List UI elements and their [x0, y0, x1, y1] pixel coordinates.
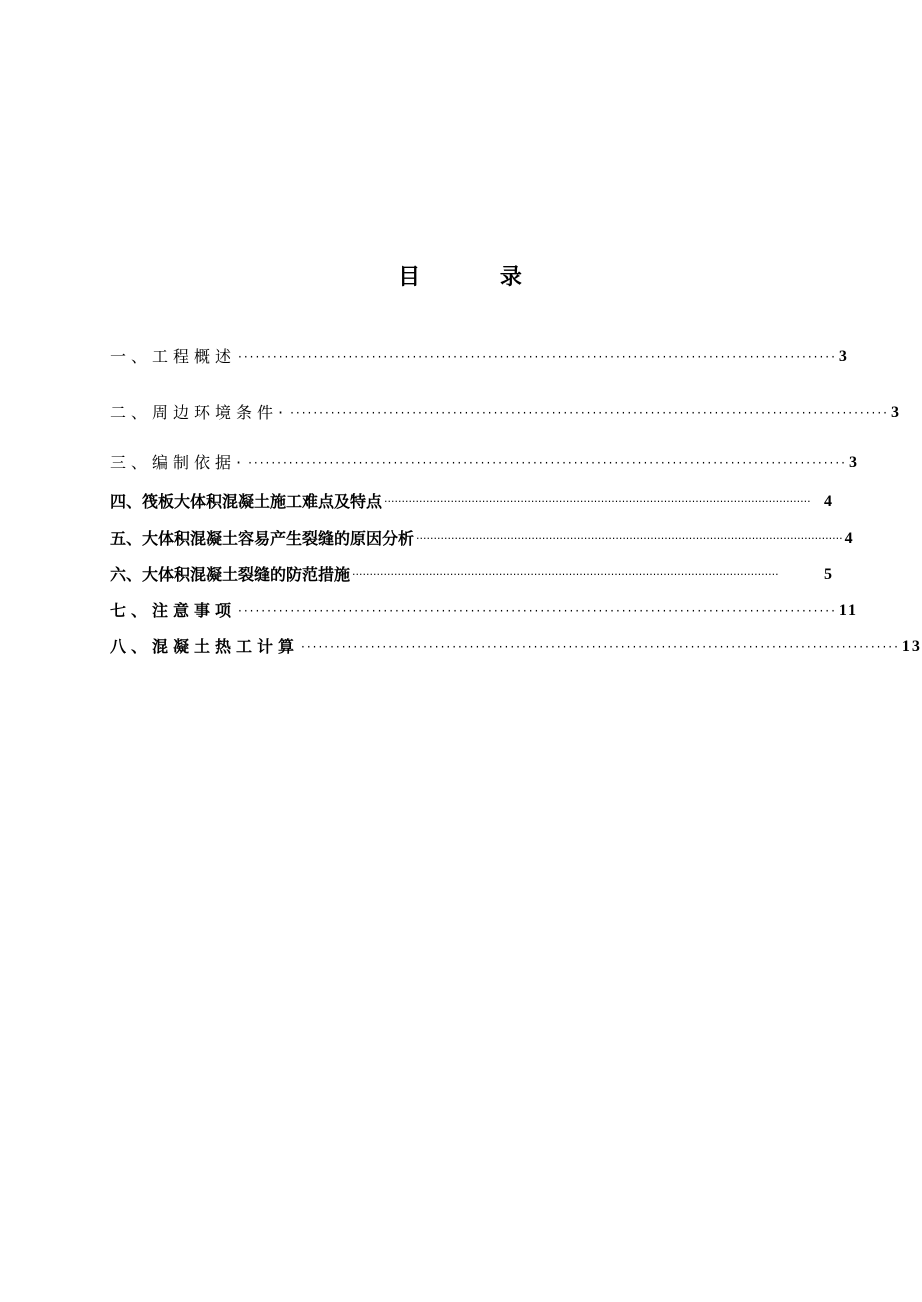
toc-leader-dots: ·························································································································· — [352, 568, 779, 581]
toc-entry-label: 五、大体积混凝土容易产生裂缝的原因分析 — [110, 529, 415, 548]
toc-entry-page: 4 — [824, 493, 834, 510]
toc-entry-label: 一、工程概述 — [110, 347, 237, 366]
toc-leader-dots: ······································································································· — [301, 640, 900, 654]
toc-entry[interactable] — [110, 400, 901, 424]
toc-leader-dots: ······································································································· — [238, 350, 837, 364]
toc-entry-page: 3 — [838, 348, 849, 365]
toc-leader-dots: ······································································································· — [248, 456, 847, 470]
toc-entry[interactable] — [110, 634, 922, 658]
toc-entry-page: 5 — [824, 566, 834, 583]
toc-entry-label: 六、大体积混凝土裂缝的防范措施 — [110, 565, 351, 584]
toc-entry-label: 三、编制依据· — [110, 453, 247, 472]
toc-entry-page: 4 — [844, 530, 855, 547]
toc-entry[interactable] — [110, 450, 859, 474]
toc-leader-dots: ·························································································································· — [384, 495, 811, 508]
toc-leader-dots: ·························································································································· — [416, 532, 843, 545]
toc-entry[interactable] — [110, 598, 859, 622]
toc-entry[interactable] — [110, 562, 834, 586]
toc-entry-label: 七、注意事项 — [110, 601, 237, 620]
toc-title: 目 录 — [398, 265, 558, 290]
toc-entry-label: 二、周边环境条件· — [110, 403, 289, 422]
toc-entry-page: 3 — [890, 404, 901, 421]
toc-entry-label: 八、混凝土热工计算 — [110, 637, 300, 656]
toc-entry-page: 13 — [901, 638, 922, 655]
toc-entry-label: 四、筏板大体积混凝土施工难点及特点 — [110, 492, 383, 511]
toc-entry[interactable] — [110, 344, 849, 368]
toc-entry-page: 11 — [838, 602, 859, 619]
toc-leader-dots: ······································································································· — [290, 406, 889, 420]
toc-list — [110, 0, 922, 700]
toc-entry[interactable] — [110, 526, 855, 550]
toc-entry[interactable] — [110, 489, 834, 513]
toc-leader-dots: ······································································································· — [238, 604, 837, 618]
toc-entry-page: 3 — [848, 454, 859, 471]
